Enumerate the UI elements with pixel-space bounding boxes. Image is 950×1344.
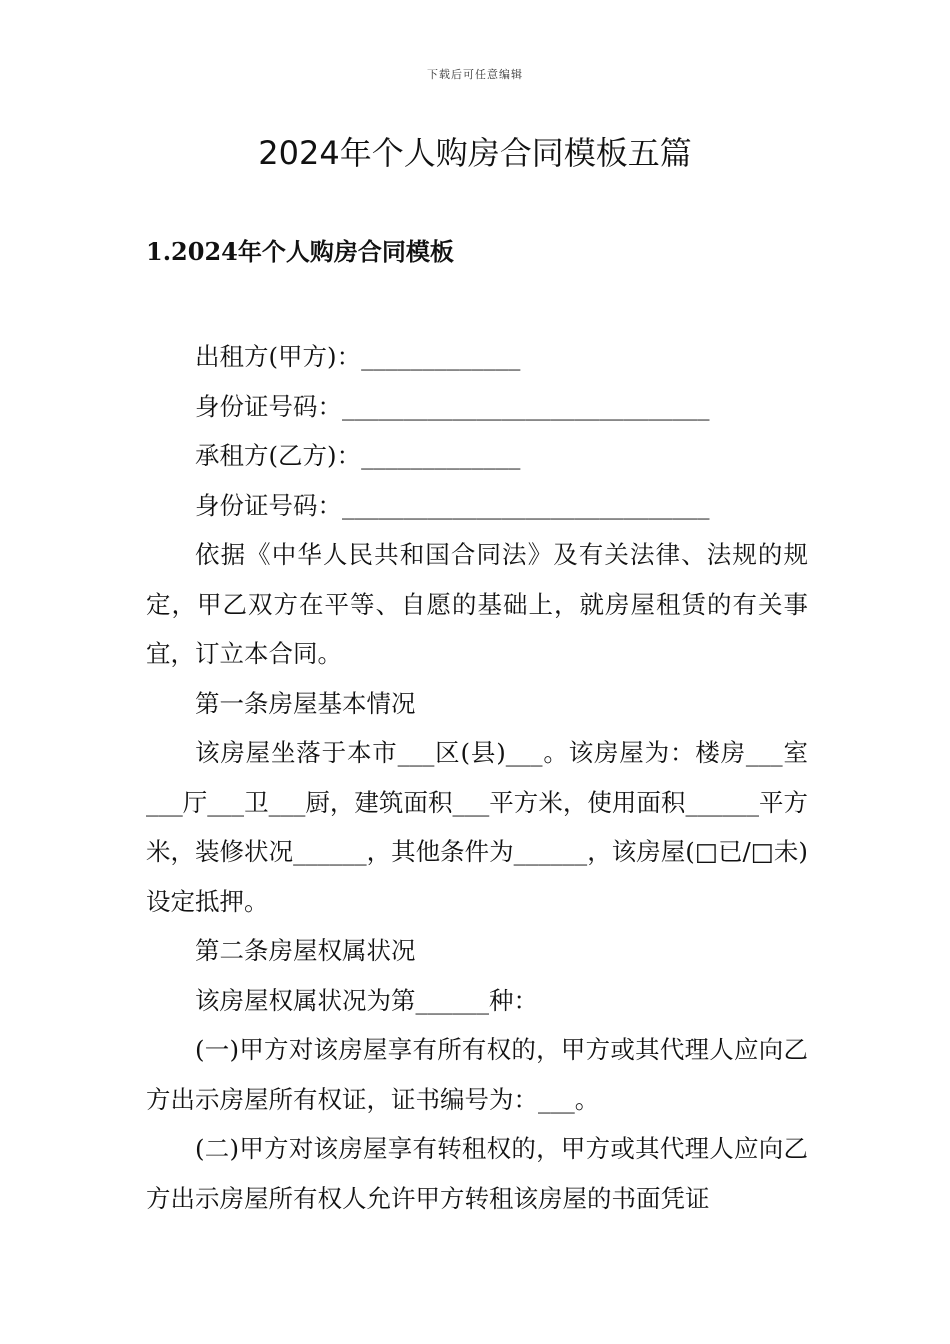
preamble-paragraph: 依据《中华人民共和国合同法》及有关法律、法规的规定，甲乙双方在平等、自愿的基础上，就房屋租赁的有关事宜，订立本合同。 bbox=[146, 540, 808, 668]
section-title: 1.2024年个人购房合同模板 bbox=[146, 237, 454, 266]
article-2-paragraph: 该房屋权属状况为第______种： bbox=[195, 985, 538, 1015]
article-2-item-2: (二)甲方对该房屋享有转租权的，甲方或其代理人应向乙方出示房屋所有权人允许甲方转租该房屋的书面凭证 bbox=[146, 1134, 808, 1213]
party-b-line: 承租方(乙方)：_____________ bbox=[195, 441, 521, 470]
article-2-item-1: (一)甲方对该房屋享有所有权的，甲方或其代理人应向乙方出示房屋所有权证，证书编号为：___。 bbox=[146, 1035, 808, 1114]
article-1-paragraph: 该房屋坐落于本市___区(县)___。该房屋为：楼房___室___厅___卫___厨，建筑面积___平方米，使用面积______平方米，装修状况______，其他条件为______，该房屋(□已/□未)设定抵押。 bbox=[146, 738, 808, 916]
party-a-line: 出租方(甲方)：_____________ bbox=[195, 342, 521, 371]
document-title: 2024年个人购房合同模板五篇 bbox=[258, 134, 692, 172]
party-a-id-line: 身份证号码：______________________________ bbox=[195, 391, 710, 421]
party-b-id-line: 身份证号码：______________________________ bbox=[195, 490, 710, 520]
contract-body bbox=[146, 332, 808, 1223]
article-1-heading: 第一条房屋基本情况 bbox=[195, 688, 416, 718]
article-2-heading: 第二条房屋权属状况 bbox=[195, 936, 416, 965]
header-note: 下载后可任意编辑 bbox=[427, 68, 523, 81]
